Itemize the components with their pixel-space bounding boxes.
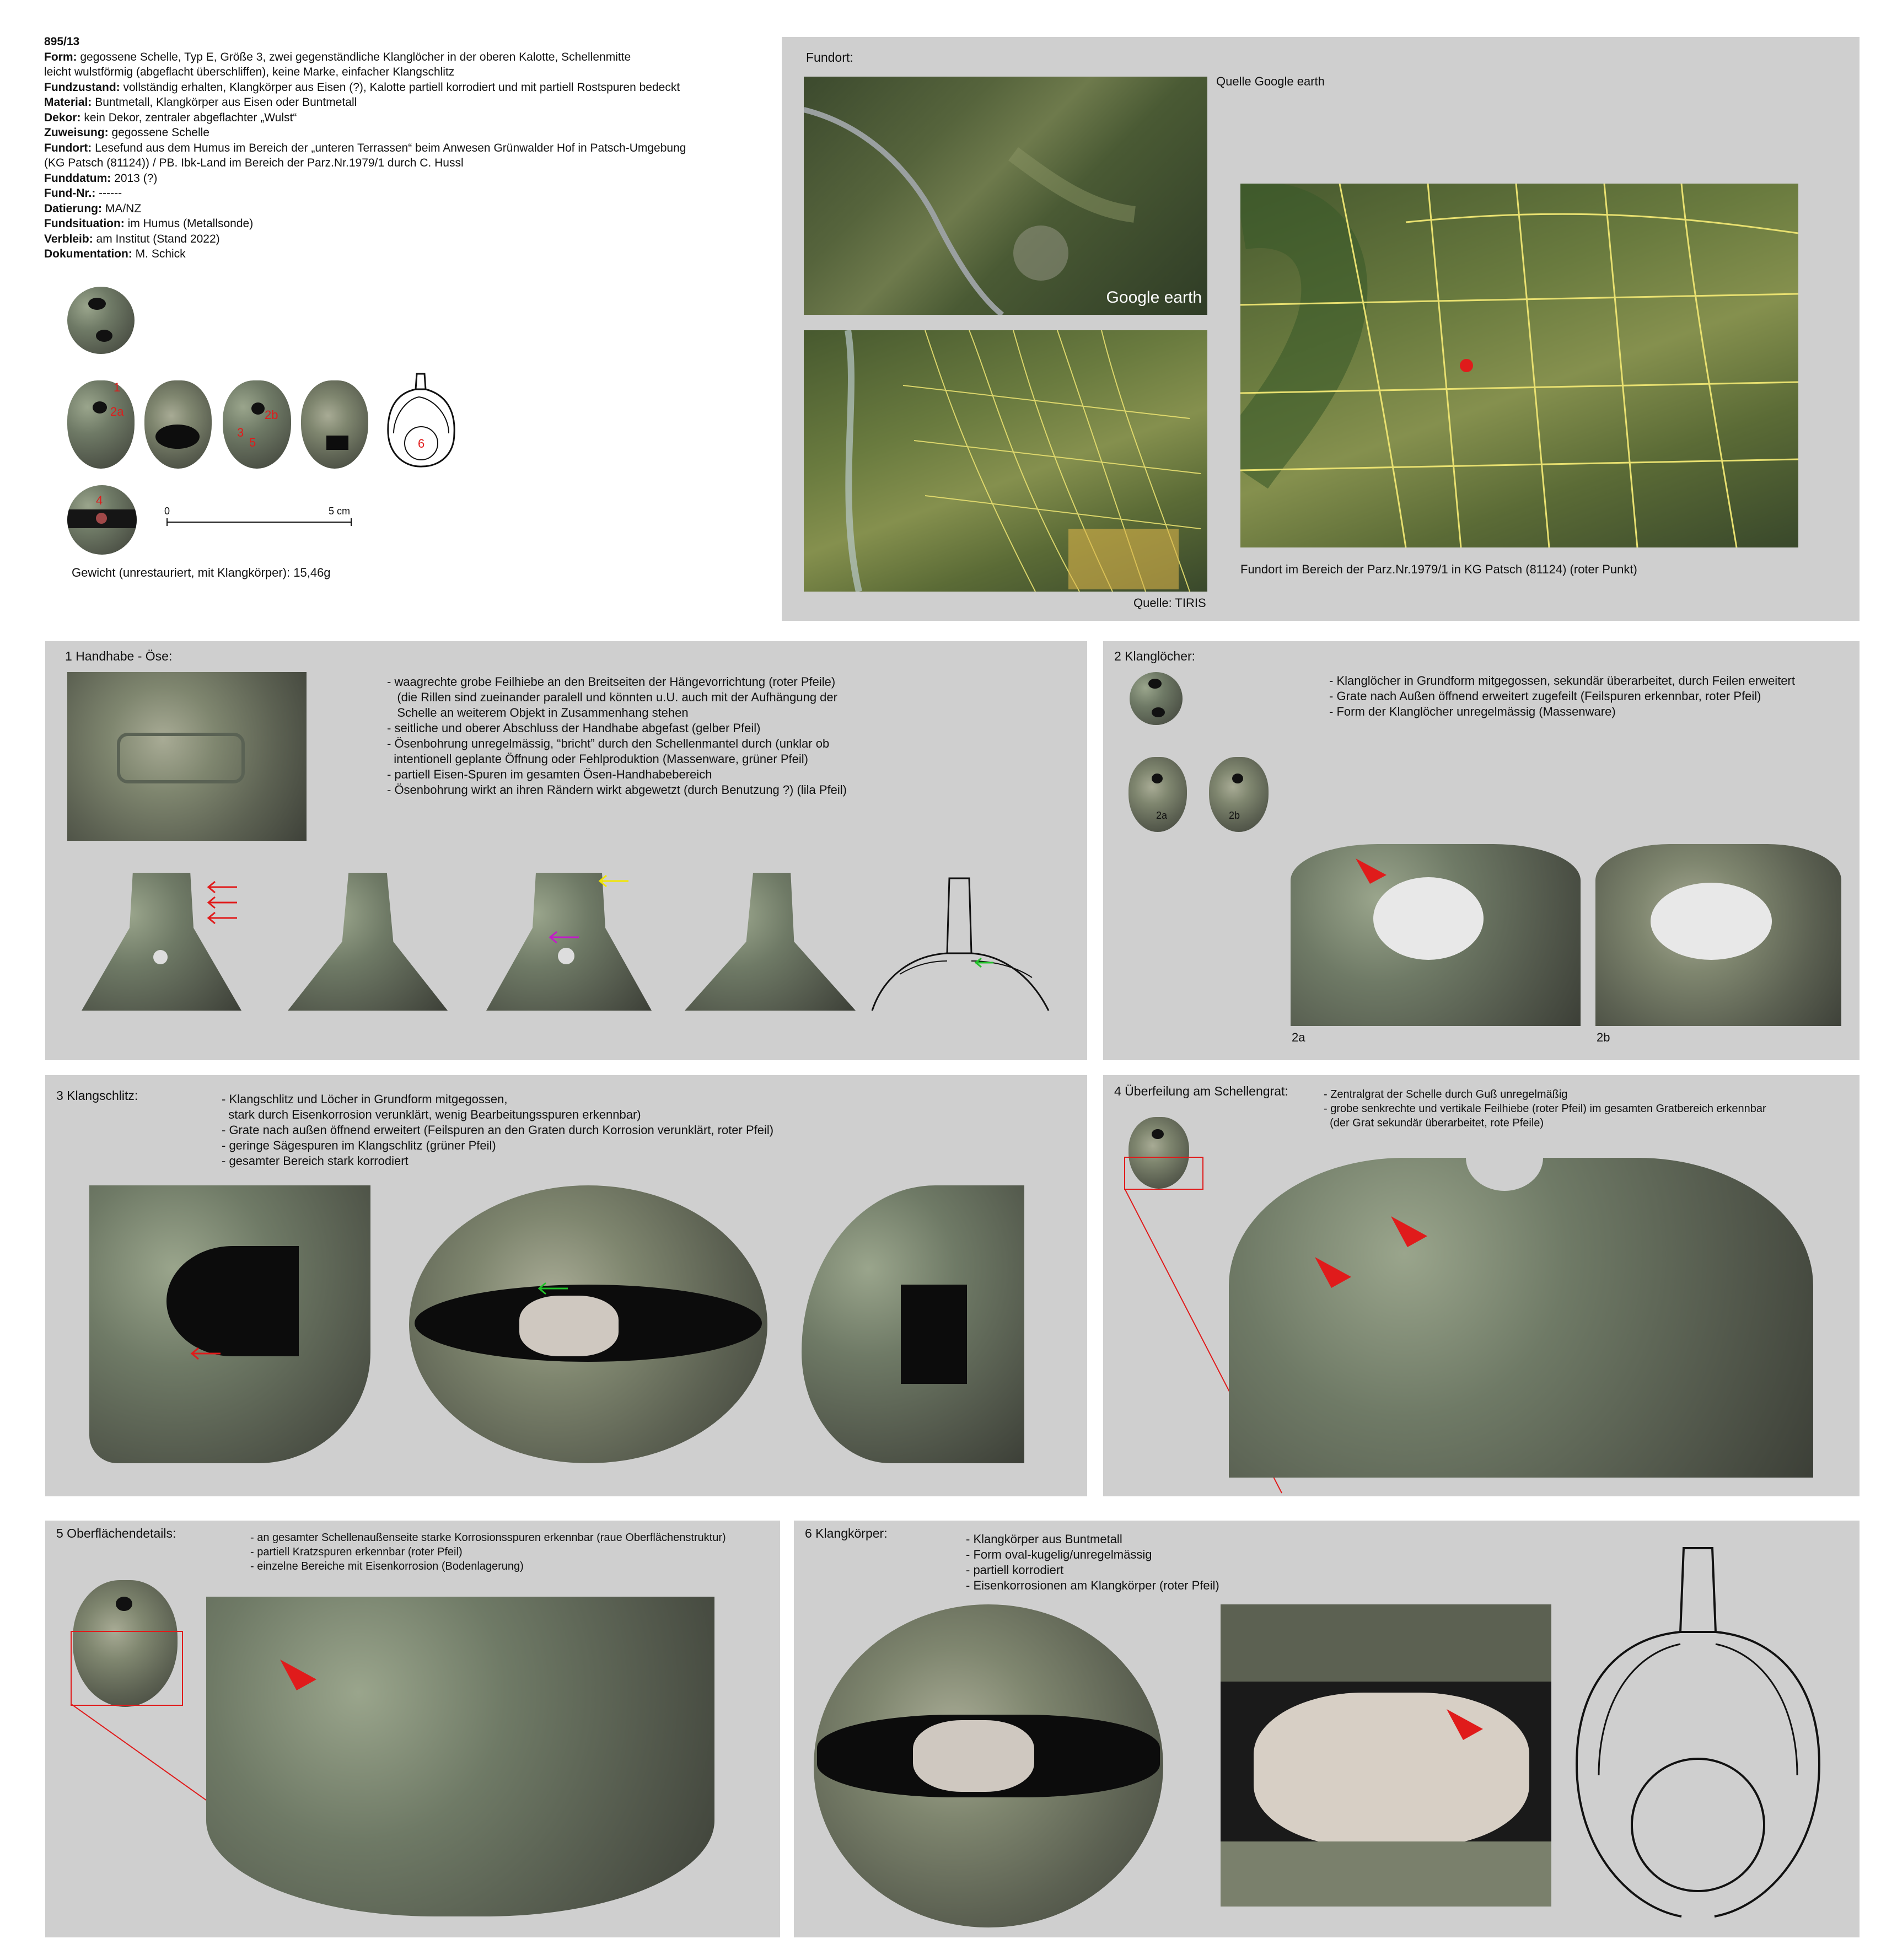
description-label: Material: xyxy=(44,96,92,109)
handle-closeup-photo xyxy=(67,672,307,841)
object-description xyxy=(44,34,783,262)
yellow-arrow-chamfer xyxy=(596,873,630,889)
description-line xyxy=(44,186,783,201)
description-label: Fundort: xyxy=(44,141,92,154)
description-label: Fundsituation: xyxy=(44,217,125,230)
description-line xyxy=(44,50,783,65)
fundort-caption: Fundort im Bereich der Parz.Nr.1979/1 in KG Patsch (81124) (roter Punkt) xyxy=(1240,562,1637,576)
handle-view-2 xyxy=(288,873,448,1011)
description-value: vollständig erhalten, Klangkörper aus Eisen (?), Kalotte partiell korrodiert und mit partiell Rostspuren bedeckt xyxy=(120,80,680,94)
description-value: leicht wulstförmig (abgeflacht überschliffen), keine Marke, einfacher Klangschlitz xyxy=(44,66,455,78)
description-label: Fundzustand: xyxy=(44,80,120,94)
description-line xyxy=(44,201,783,217)
section4-panel xyxy=(1103,1075,1860,1496)
klangkoerper-section-drawing xyxy=(1566,1544,1830,1930)
bell-view-side xyxy=(301,380,368,469)
handle-section-drawing xyxy=(867,873,1054,1016)
description-value: im Humus (Metallsonde) xyxy=(124,217,254,230)
description-line xyxy=(44,246,783,262)
description-value: gegossene Schelle xyxy=(108,126,209,139)
klangloch-top-view xyxy=(1130,672,1183,725)
section5-panel xyxy=(45,1521,780,1937)
bell-section-drawing xyxy=(384,373,458,472)
tiris-map-small xyxy=(804,330,1207,592)
section3-title: 3 Klangschlitz: xyxy=(56,1088,138,1103)
description-value: (KG Patsch (81124)) / PB. Ibk-Land im Bereich der Parz.Nr.1979/1 durch C. Hussl xyxy=(44,157,464,169)
description-line xyxy=(44,232,783,247)
description-value: MA/NZ xyxy=(102,202,142,215)
bell-view-slit xyxy=(144,380,212,469)
red-arrows-file-marks xyxy=(205,878,238,928)
bell-view-front xyxy=(67,380,135,469)
description-label: Dekor: xyxy=(44,111,81,124)
section2-notes: - Klanglöcher in Grundform mitgegossen, sekundär überarbeitet, durch Feilen erweitert - Grate nach Außen öffnend erweitert zugefeilt (Feilspuren erkennbar, roter Pfeil) - Form der Klanglöcher unregelmässig (Massenware) xyxy=(1329,674,1795,718)
view-label-2a: 2a xyxy=(110,405,124,418)
bell-top-view xyxy=(67,287,135,354)
closeup-label-2a: 2a xyxy=(1292,1030,1305,1044)
section6-panel xyxy=(794,1521,1860,1937)
weight-caption: Gewicht (unrestauriert, mit Klangkörper): 15,46g xyxy=(72,566,331,579)
section1-title: 1 Handhabe - Öse: xyxy=(65,649,173,663)
description-label: Datierung: xyxy=(44,202,102,215)
view-label-2b: 2b xyxy=(265,408,278,422)
closeup-label-2b: 2b xyxy=(1597,1030,1610,1044)
description-label: Dokumentation: xyxy=(44,248,132,260)
scale-end: 5 cm xyxy=(329,506,351,517)
google-watermark: Google earth xyxy=(1106,288,1202,307)
description-label: Zuweisung: xyxy=(44,126,109,139)
grat-highlight-box xyxy=(1124,1157,1203,1190)
surface-highlight-box xyxy=(71,1631,183,1706)
description-value: am Institut (Stand 2022) xyxy=(93,232,220,245)
section6-notes: - Klangkörper aus Buntmetall - Form oval-kugelig/unregelmässig - partiell korrodiert - Eisenkorrosionen am Klangkörper (roter Pfeil) xyxy=(966,1532,1219,1592)
scale-start: 0 xyxy=(164,506,170,517)
description-value: M. Schick xyxy=(132,248,186,260)
klangschlitz-view-3 xyxy=(802,1185,1024,1463)
klangloch-closeup-2a xyxy=(1291,844,1581,1026)
fundort-panel xyxy=(782,37,1860,621)
section3-panel xyxy=(45,1075,1087,1496)
description-line xyxy=(44,65,783,80)
klangschlitz-view-1 xyxy=(89,1185,370,1463)
description-line xyxy=(44,216,783,232)
description-value: Lesefund aus dem Humus im Bereich der „unteren Terrassen“ beim Anwesen Grünwalder Hof in Patsch-Umgebung xyxy=(92,141,686,154)
description-label: Verbleib: xyxy=(44,232,93,245)
description-label: Form: xyxy=(44,50,77,63)
section4-notes: - Zentralgrat der Schelle durch Guß unregelmäßig - grobe senkrechte und vertikale Feilhiebe (roter Pfeil) im gesamten Gratbereich erkennbar (der Grat sekundär überarbeitet, rote Pfeile) xyxy=(1324,1088,1766,1129)
section6-title: 6 Klangkörper: xyxy=(805,1526,888,1540)
grat-closeup-photo xyxy=(1229,1158,1813,1478)
description-line xyxy=(44,110,783,126)
description-value: kein Dekor, zentraler abgeflachter „Wulst“ xyxy=(80,111,297,124)
bell-view-back xyxy=(223,380,291,469)
klangschlitz-view-2 xyxy=(409,1185,767,1463)
section4-title: 4 Überfeilung am Schellengrat: xyxy=(1114,1084,1288,1098)
description-line xyxy=(44,141,783,156)
handle-view-4 xyxy=(685,873,856,1011)
description-label: Funddatum: xyxy=(44,171,111,185)
view-label-6: 6 xyxy=(418,437,425,450)
description-value: 2013 (?) xyxy=(111,171,158,185)
description-label: Fund-Nr.: xyxy=(44,187,96,200)
description-line xyxy=(44,171,783,186)
klangloch-label-2a-small: 2a xyxy=(1156,810,1168,821)
klangkoerper-slit-photo xyxy=(814,1604,1163,1927)
section1-panel xyxy=(45,641,1087,1060)
description-line xyxy=(44,80,783,95)
purple-arrow-wear xyxy=(547,929,580,946)
google-source-caption: Quelle Google earth xyxy=(1216,74,1325,88)
section5-title: 5 Oberflächendetails: xyxy=(56,1526,176,1540)
tiris-map-detail xyxy=(1240,184,1798,547)
section1-notes: - waagrechte grobe Feilhiebe an den Breitseiten der Hängevorrichtung (roter Pfeile) (die Rillen sind zueinander paralell und könnten u.U. auch mit der Aufhängung der Schelle an weiterem Objekt in Zusammenhang stehen - seitliche und oberer Abschluss der Handhabe abgefast (gelber Pfeil) - Ösenbohrung unregelmässig, “bricht” durch den Schellenmantel durch (unklar ob intentionell geplante Öffnung oder Fehlproduktion (Massenware, grüner Pfeil) - partiell Eisen-Spuren im gesamten Ösen-Handhabebereich - Ösenbohrung wirkt an ihren Rändern wirkt abgewetzt (durch Benutzung ?) (lila Pfeil) xyxy=(387,675,847,797)
description-line xyxy=(44,125,783,141)
section2-panel xyxy=(1103,641,1860,1060)
klangkoerper-closeup-photo xyxy=(1221,1604,1551,1907)
section3-notes: - Klangschlitz und Löcher in Grundform mitgegossen, stark durch Eisenkorrosion verunklärt, wenig Bearbeitungsspuren erkennbar) - Grate nach außen öffnend erweitert (Feilspuren an den Graten durch Korrosion verunklärt, roter Pfeil) - geringe Sägespuren im Klangschlitz (grüner Pfeil) - gesamter Bereich stark korrodiert xyxy=(222,1092,774,1168)
klangloch-label-2b-small: 2b xyxy=(1229,810,1240,821)
view-label-3: 3 xyxy=(237,426,244,439)
view-label-5: 5 xyxy=(249,436,256,449)
view-label-1: 1 xyxy=(114,380,121,394)
klangloch-closeup-2b xyxy=(1595,844,1841,1026)
surface-closeup-photo xyxy=(206,1597,714,1916)
description-line xyxy=(44,155,783,171)
google-earth-image xyxy=(804,77,1207,315)
view-label-4: 4 xyxy=(96,493,103,507)
description-value: gegossene Schelle, Typ E, Größe 3, zwei gegenständliche Klanglöcher in der oberen Kalotte, Schellenmitte xyxy=(77,50,631,63)
tiris-source-caption: Quelle: TIRIS xyxy=(1133,596,1206,610)
fundort-title: Fundort: xyxy=(806,50,853,65)
section5-notes: - an gesamter Schellenaußenseite starke Korrosionsspuren erkennbar (raue Oberflächenstruktur) - partiell Kratzspuren erkennbar (roter Pfeil) - einzelne Bereiche mit Eisenkorrosion (Bodenlagerung) xyxy=(250,1532,726,1572)
object-number: 895/13 xyxy=(44,35,80,48)
section2-title: 2 Klanglöcher: xyxy=(1114,649,1196,663)
description-value: Buntmetall, Klangkörper aus Eisen oder Buntmetall xyxy=(92,96,357,109)
description-line xyxy=(44,95,783,110)
description-value: ------ xyxy=(95,187,122,200)
